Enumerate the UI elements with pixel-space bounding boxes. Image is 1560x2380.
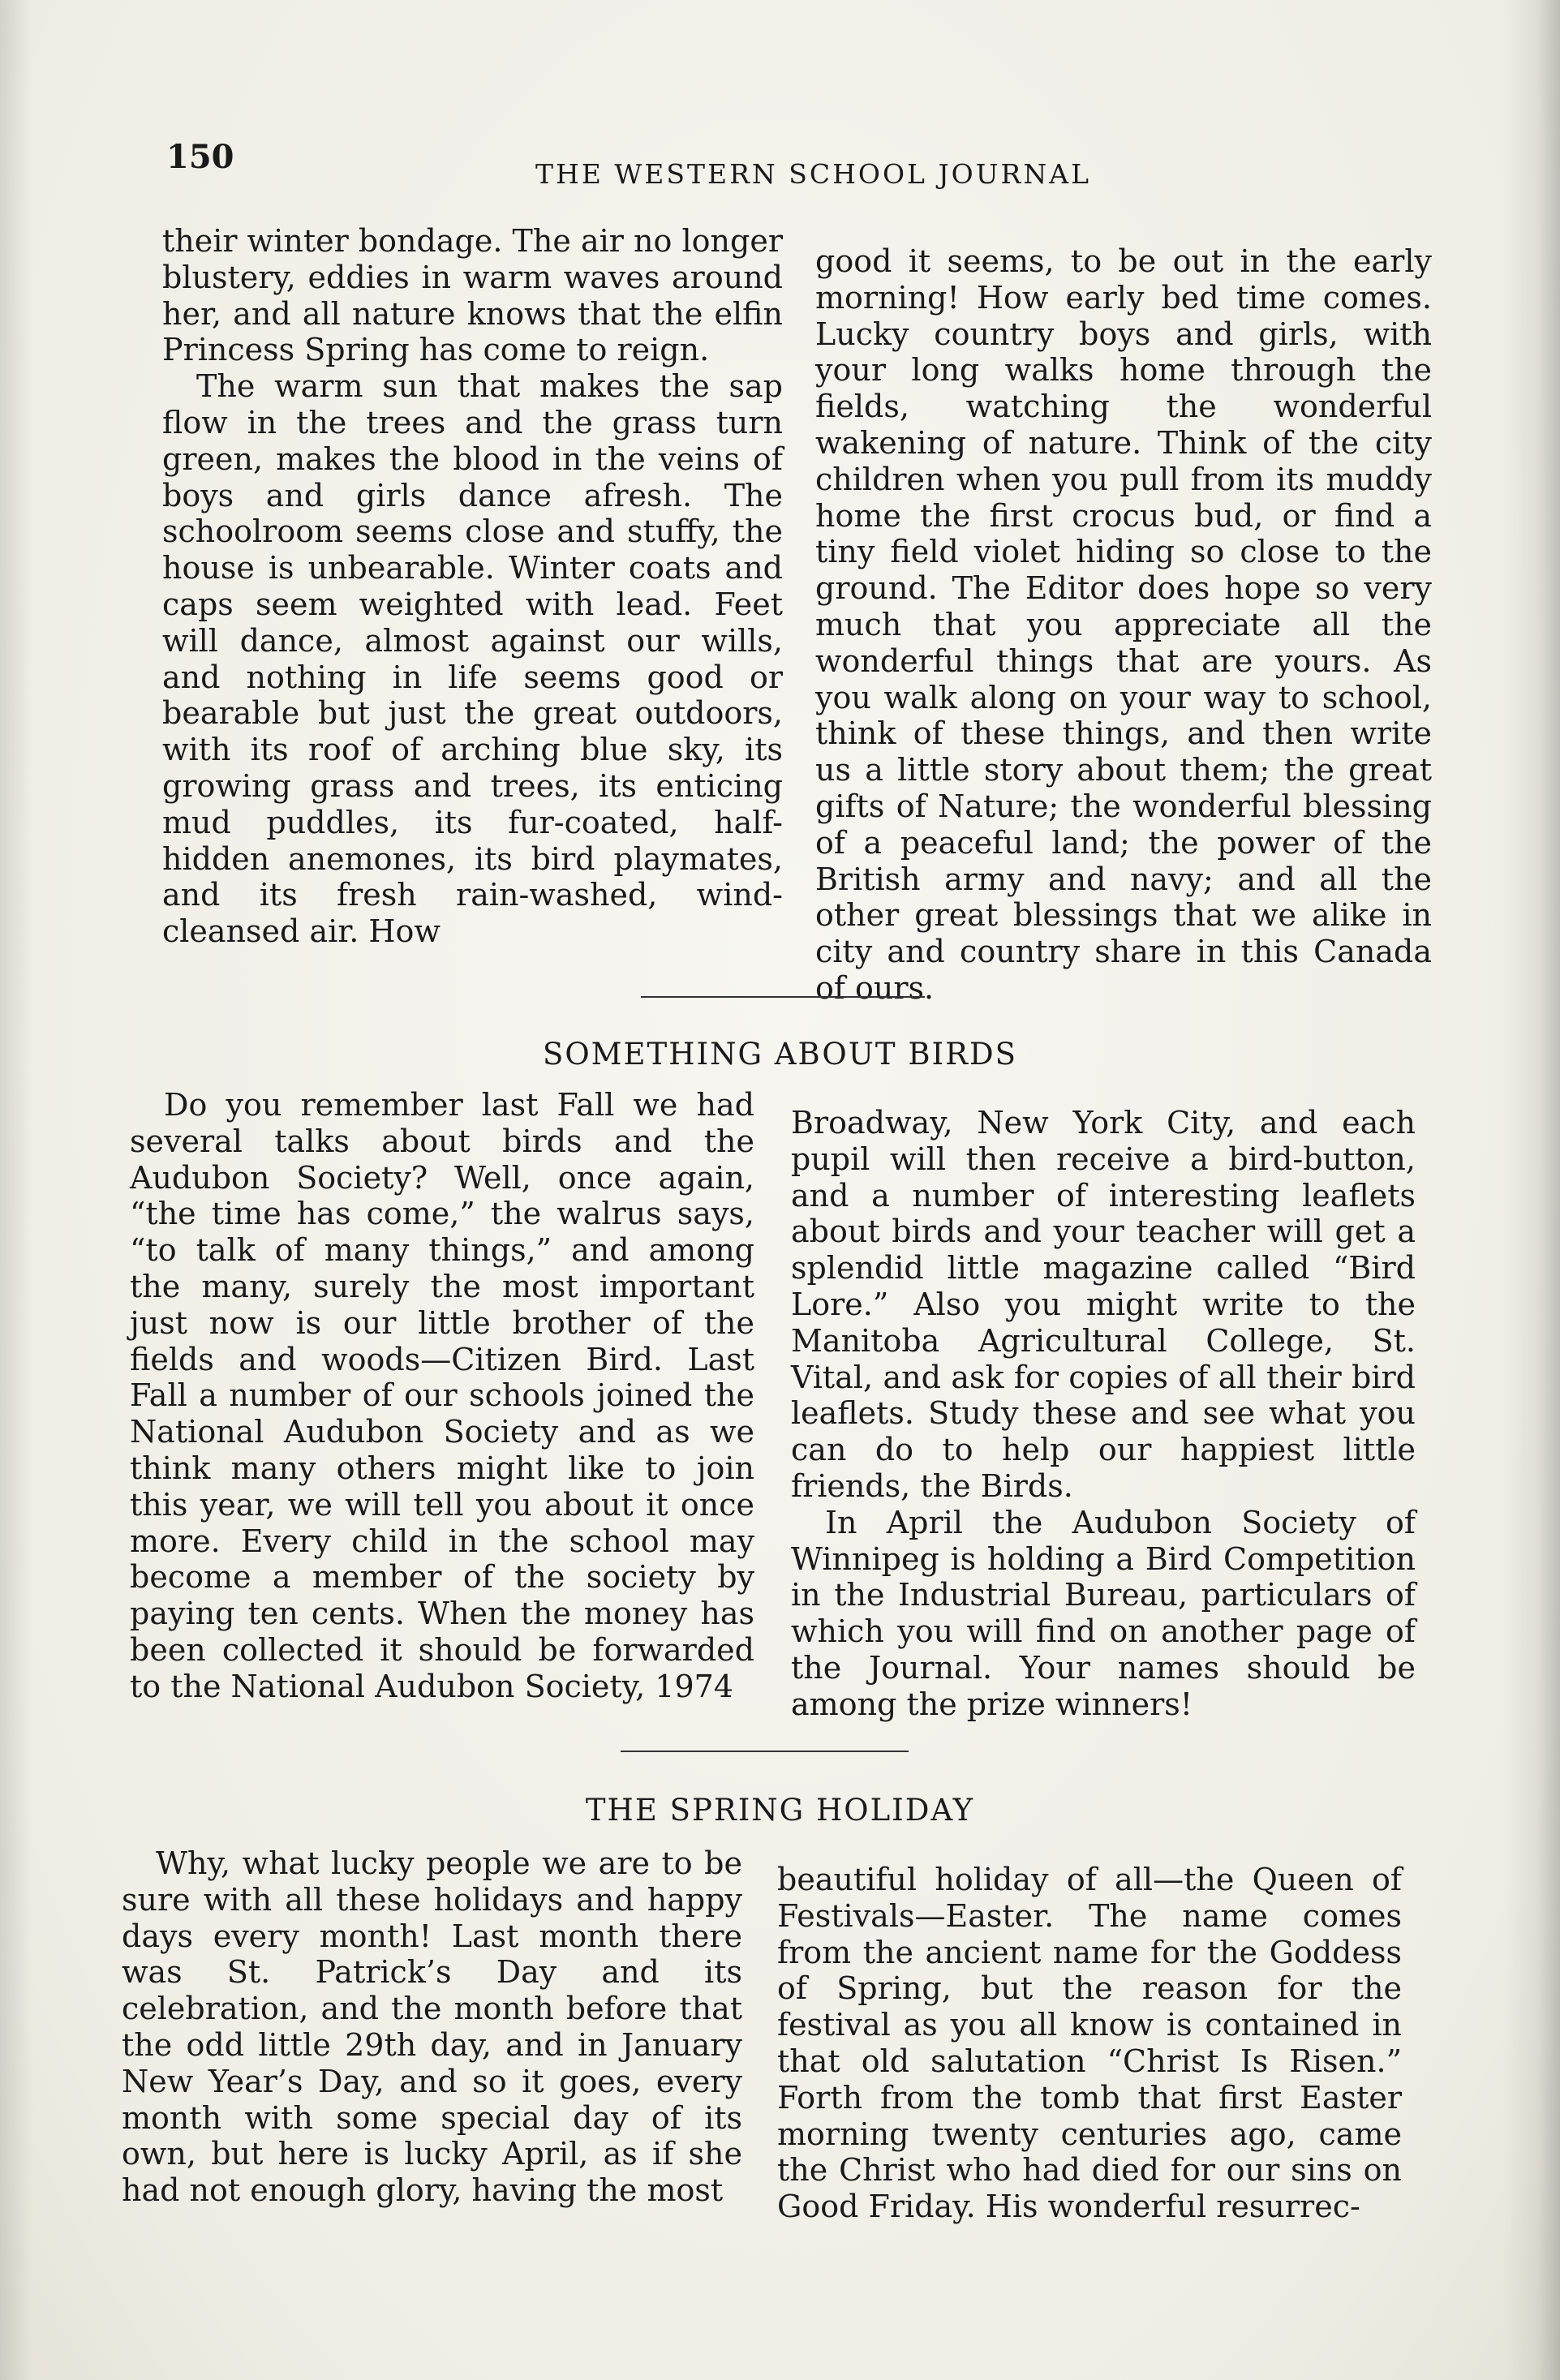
page-number: 150: [166, 138, 234, 176]
section-divider: [641, 996, 925, 998]
paragraph: Why, what lucky people we are to be sure with all these holidays and happy days every month! Last month there was St. Patrick’s Day and its celebration, and the month before that the odd little 29th day, and in January New Year’s Day, and so it goes, every month with some special day of its own, but here is lucky April, as if she had not enough glory, having the most: [122, 1845, 742, 2209]
article2-left-column: [130, 1087, 754, 1705]
paragraph: Broadway, New York City, and each pupil will then receive a bird-button, and a number of interesting leaflets about birds and your teacher will get a splendid little magazine called “Bird Lore.” Also you might write to the Manitoba Agricultural College, St. Vital, and ask for copies of all their bird leaflets. Study these and see what you can do to help our happiest little friends, the Birds.: [791, 1105, 1416, 1504]
paragraph: good it seems, to be out in the early morning! How early bed time comes. Lucky country boys and girls, with your long walks home through the fields, watching the wonderful wakening of nature. Think of the city children when you pull from its muddy home the first crocus bud, or find a tiny field violet hiding so close to the ground. The Editor does hope so very much that you appreciate all the wonderful things that are yours. As you walk along on your way to school, think of these things, and then write us a little story about them; the great gifts of Nature; the wonderful blessing of a peaceful land; the power of the British army and navy; and all the other great blessings that we alike in city and country share in this Canada of ours.: [815, 243, 1432, 1006]
paragraph: In April the Audubon Society of Winnipeg is holding a Bird Competition in the Industrial Bureau, particulars of which you will find on another page of the Journal. Your names should be among the prize winners!: [791, 1504, 1416, 1722]
article2-right-column: [791, 1105, 1416, 1723]
journal-title: THE WESTERN SCHOOL JOURNAL: [535, 158, 1092, 190]
article1-left-column: [162, 223, 783, 950]
page-edge-shadow-right: [1503, 0, 1560, 2380]
article1-right-column: [815, 243, 1432, 1007]
page-edge-shadow-left: [0, 0, 32, 2380]
article3-left-column: [122, 1845, 742, 2209]
paragraph: The warm sun that makes the sap flow in the trees and the grass turn green, makes the blood in the veins of boys and girls dance afresh. The schoolroom seems close and stuffy, the house is unbearable. Winter coats and caps seem weighted with lead. Feet will dance, almost against our wills, and nothing in life seems good or bearable but just the great outdoors, with its roof of arching blue sky, its growing grass and trees, its enticing mud puddles, its fur-coated, half-hidden anemones, its bird playmates, and its fresh rain-washed, wind-cleansed air. How: [162, 368, 783, 950]
paragraph: beautiful holiday of all—the Queen of Festivals—Easter. The name comes from the ancient name for the Goddess of Spring, but the reason for the festival as you all know is contained in that old salutation “Christ Is Risen.” Forth from the tomb that first Easter morning twenty centuries ago, came the Christ who had died for our sins on Good Friday. His wonderful resurrec-: [777, 1862, 1402, 2225]
article3-right-column: [777, 1862, 1402, 2225]
section-divider: [621, 1751, 909, 1752]
paragraph: their winter bondage. The air no longer blustery, eddies in warm waves around her, and all nature knows that the elfin Princess Spring has come to reign.: [162, 223, 783, 368]
section-title-spring-holiday: THE SPRING HOLIDAY: [585, 1793, 975, 1828]
paragraph: Do you remember last Fall we had several talks about birds and the Audubon Society? Well, once again, “the time has come,” the walrus says, “to talk of many things,” and among the many, surely the most important just now is our little brother of the fields and woods—Citizen Bird. Last Fall a number of our schools joined the National Audubon Society and as we think many others might like to join this year, we will tell you about it once more. Every child in the school may become a member of the society by paying ten cents. When the money has been collected it should be forwarded to the National Audubon Society, 1974: [130, 1087, 754, 1704]
section-title-birds: SOMETHING ABOUT BIRDS: [542, 1037, 1018, 1072]
